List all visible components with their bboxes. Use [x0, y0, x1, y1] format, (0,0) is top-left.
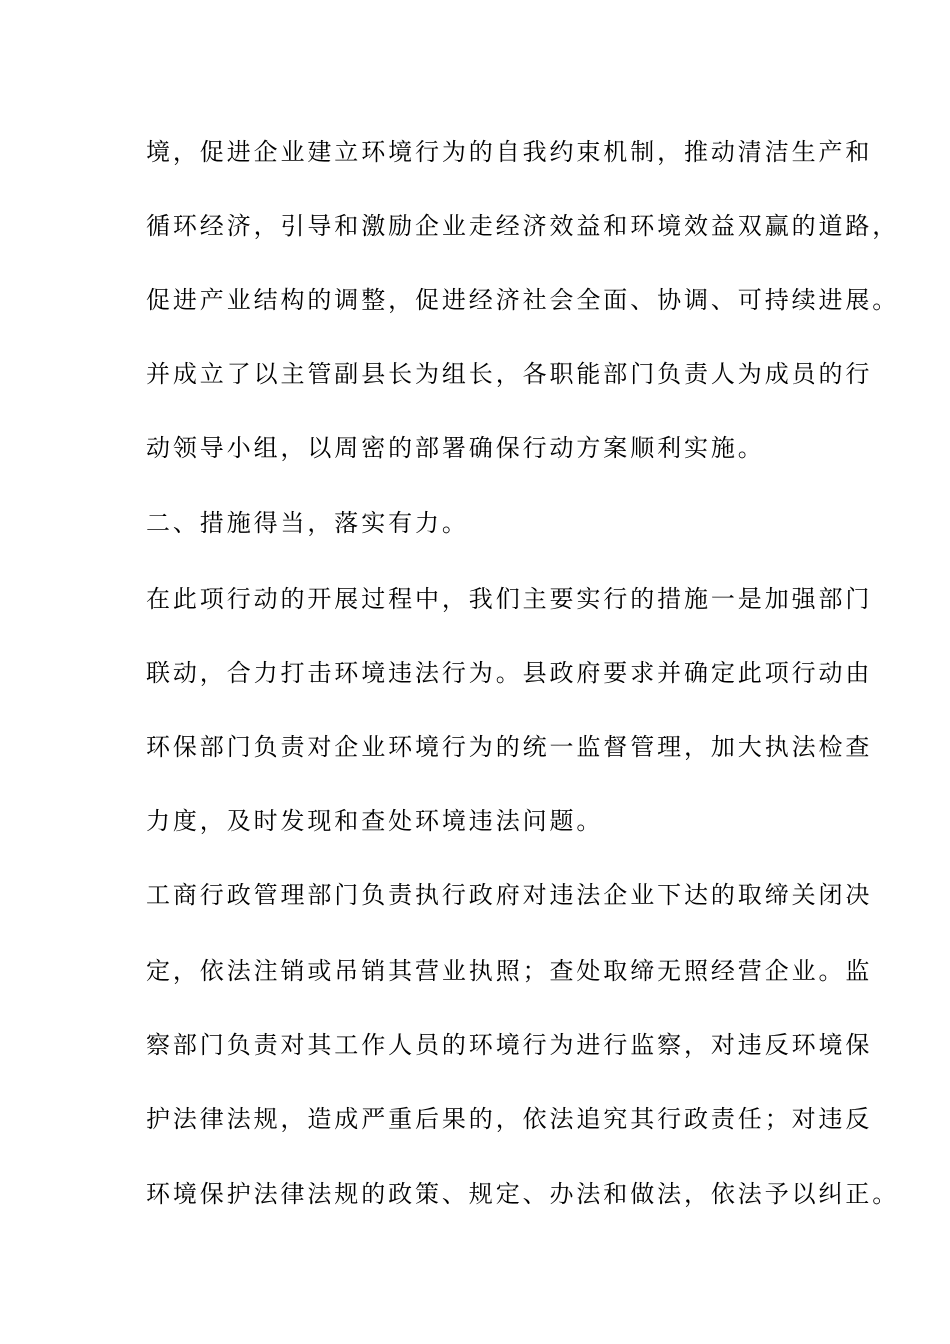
text-line: 定，依法注销或吊销其营业执照；查处取缔无照经营企业。监: [146, 957, 873, 985]
text-line: 力度，及时发现和查处环境违法问题。: [146, 807, 604, 835]
text-line: 环境保护法律法规的政策、规定、办法和做法，依法予以纠正。: [146, 1180, 900, 1208]
text-line: 在此项行动的开展过程中，我们主要实行的措施一是加强部门: [146, 585, 873, 613]
section-heading: 二、措施得当，落实有力。: [146, 509, 469, 537]
text-line: 工商行政管理部门负责执行政府对违法企业下达的取缔关闭决: [146, 881, 873, 909]
text-line: 并成立了以主管副县长为组长，各职能部门负责人为成员的行: [146, 360, 873, 388]
text-line: 环保部门负责对企业环境行为的统一监督管理，加大执法检查: [146, 733, 873, 761]
text-line: 察部门负责对其工作人员的环境行为进行监察，对违反环境保: [146, 1031, 873, 1059]
text-line: 循环经济，引导和激励企业走经济效益和环境效益双赢的道路，: [146, 212, 900, 240]
text-line: 动领导小组，以周密的部署确保行动方案顺利实施。: [146, 434, 765, 462]
text-line: 联动，合力打击环境违法行为。县政府要求并确定此项行动由: [146, 659, 873, 687]
text-line: 促进产业结构的调整，促进经济社会全面、协调、可持续进展。: [146, 286, 900, 314]
text-line: 境，促进企业建立环境行为的自我约束机制，推动清洁生产和: [146, 138, 873, 166]
text-line: 护法律法规，造成严重后果的，依法追究其行政责任；对违反: [146, 1105, 873, 1133]
